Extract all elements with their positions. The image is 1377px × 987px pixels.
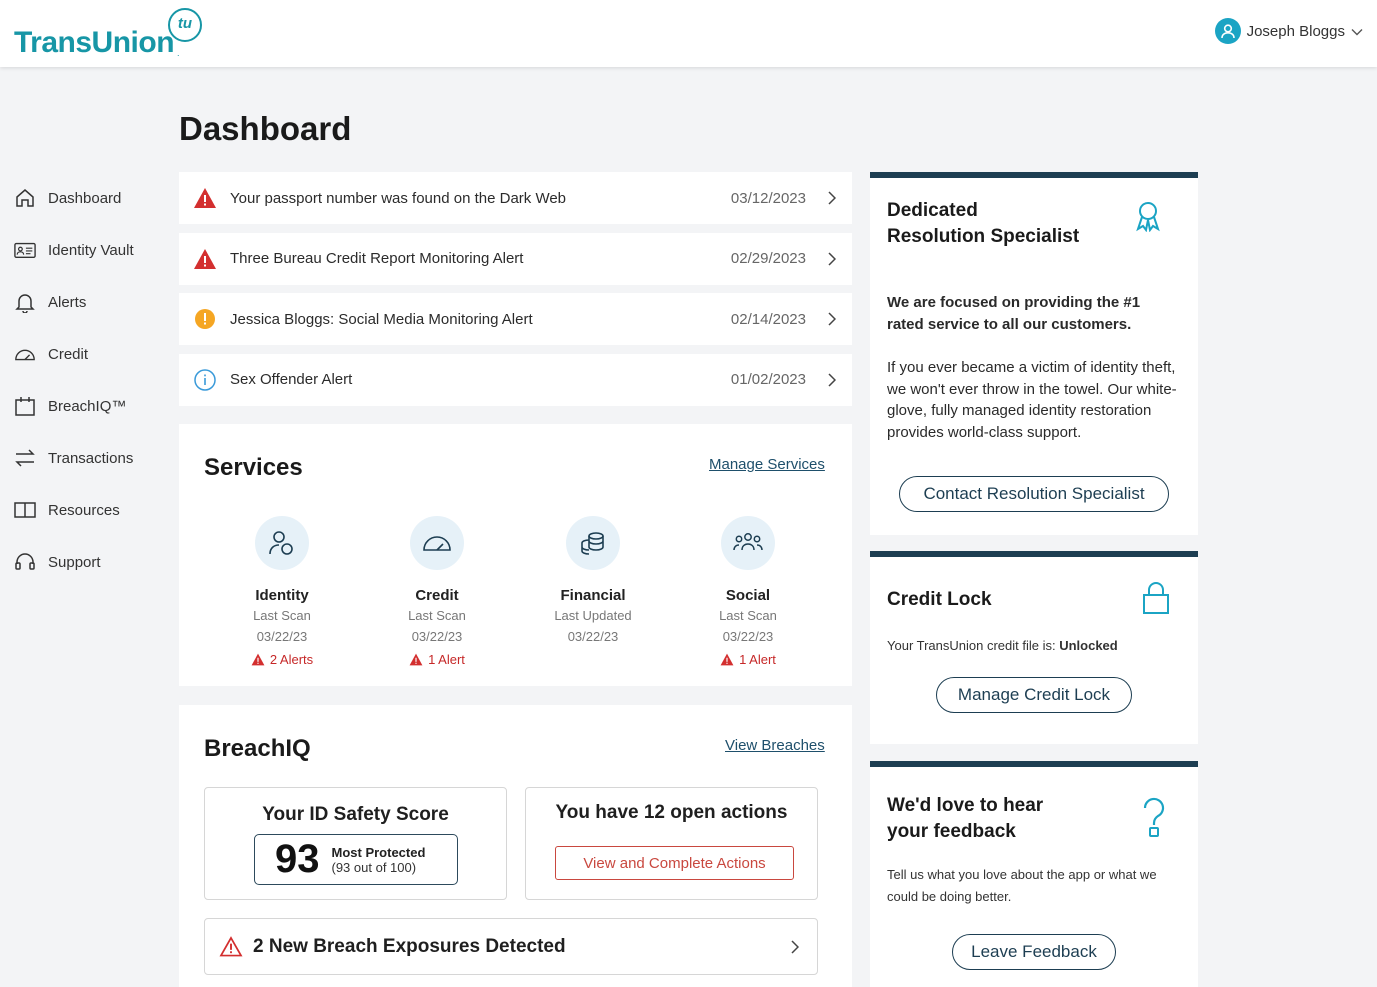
question-mark-icon xyxy=(1140,797,1168,839)
alert-date: 02/29/2023 xyxy=(730,250,806,267)
chevron-right-icon xyxy=(828,312,838,326)
service-sub: Last Scan xyxy=(253,608,311,623)
chevron-right-icon xyxy=(828,373,838,387)
bell-icon xyxy=(14,291,36,313)
sidebar-item-label: Dashboard xyxy=(48,189,122,207)
group-icon xyxy=(721,516,775,570)
service-credit[interactable] xyxy=(362,516,512,667)
feedback-title-line1: We'd love to hear xyxy=(887,795,1044,816)
sidebar-item-transactions[interactable] xyxy=(14,432,174,484)
service-alert-text: 1 Alert xyxy=(428,652,465,667)
breachiq-title: BreachIQ xyxy=(204,735,311,762)
feedback-body-text: Tell us what you love about the app or what we could be doing better. xyxy=(887,867,1157,904)
id-card-icon xyxy=(14,239,36,261)
service-name: Financial xyxy=(560,587,626,604)
warning-triangle-icon xyxy=(193,247,217,271)
open-actions-box xyxy=(525,787,818,900)
services-title: Services xyxy=(204,454,303,481)
sidebar-item-credit[interactable] xyxy=(14,328,174,380)
alert-text: Jessica Bloggs: Social Media Monitoring Alert xyxy=(230,310,533,328)
breach-exposures-row[interactable] xyxy=(204,918,818,975)
warning-triangle-icon xyxy=(251,653,265,666)
book-icon xyxy=(14,499,36,521)
service-sub: Last Updated xyxy=(554,608,632,623)
chevron-right-icon xyxy=(828,252,838,266)
service-date: 03/22/23 xyxy=(722,629,774,644)
gauge-icon xyxy=(410,516,464,570)
warning-triangle-icon xyxy=(409,653,423,666)
chevron-right-icon xyxy=(791,940,801,954)
top-bar xyxy=(0,0,1377,67)
specialist-title xyxy=(887,198,1079,250)
sidebar-item-support[interactable] xyxy=(14,536,174,588)
identity-icon xyxy=(255,516,309,570)
feedback-title xyxy=(887,793,1043,845)
breachiq-card xyxy=(179,705,852,987)
score-title: Your ID Safety Score xyxy=(262,804,449,825)
service-alert[interactable] xyxy=(673,652,823,667)
sidebar-item-label: Identity Vault xyxy=(48,241,134,259)
score-display xyxy=(254,834,458,885)
feedback-title-line2: your feedback xyxy=(887,821,1016,842)
alert-text: Your passport number was found on the Dark Web xyxy=(230,189,567,207)
credit-lock-status-prefix: Your TransUnion credit file is: xyxy=(887,638,1060,653)
calendar-icon xyxy=(14,395,36,417)
credit-lock-status-value: Unlocked xyxy=(1059,638,1118,653)
alert-row[interactable] xyxy=(179,233,852,285)
service-financial[interactable] xyxy=(518,516,668,644)
sidebar-nav xyxy=(14,172,174,588)
sidebar-item-label: Credit xyxy=(48,345,89,363)
headset-icon xyxy=(14,551,36,573)
specialist-body-text: If you ever became a victim of identity theft, we won't ever throw in the towel. Our white-glove, fully managed identity restoration provides world-class support. xyxy=(887,359,1177,441)
page-title: Dashboard xyxy=(179,110,352,147)
service-name: Identity xyxy=(255,587,309,604)
service-identity[interactable] xyxy=(207,516,357,667)
sidebar-item-resources[interactable] xyxy=(14,484,174,536)
specialist-title-line1: Dedicated xyxy=(887,200,978,221)
warning-triangle-outline-icon xyxy=(219,936,243,957)
services-card xyxy=(179,424,852,686)
alert-row[interactable] xyxy=(179,293,852,345)
alert-date: 01/02/2023 xyxy=(730,371,806,388)
sidebar-item-dashboard[interactable] xyxy=(14,172,174,224)
alert-row[interactable] xyxy=(179,354,852,406)
award-ribbon-icon xyxy=(1134,200,1162,232)
service-sub: Last Scan xyxy=(408,608,466,623)
transunion-logo[interactable] xyxy=(14,8,214,62)
specialist-card xyxy=(870,172,1198,535)
score-value: 93 xyxy=(275,837,320,881)
service-name: Credit xyxy=(415,587,459,604)
home-icon xyxy=(14,187,36,209)
score-level: Most Protected xyxy=(331,844,426,860)
sidebar-item-breachiq[interactable] xyxy=(14,380,174,432)
alert-date: 02/14/2023 xyxy=(730,310,806,328)
contact-resolution-specialist-button[interactable]: Contact Resolution Specialist xyxy=(899,476,1169,512)
coins-icon xyxy=(566,516,620,570)
sidebar-item-label: BreachIQ™ xyxy=(48,397,127,415)
service-name: Social xyxy=(725,587,771,604)
view-complete-actions-button[interactable]: View and Complete Actions xyxy=(555,846,794,880)
info-circle-icon xyxy=(193,368,217,392)
service-date: 03/22/23 xyxy=(256,629,308,644)
service-date: 03/22/23 xyxy=(411,629,463,644)
alerts-list xyxy=(179,172,852,414)
service-social[interactable] xyxy=(673,516,823,667)
id-safety-score-box xyxy=(204,787,507,900)
logo-mark: tu xyxy=(168,8,202,42)
arrows-icon xyxy=(14,447,36,469)
sidebar-item-alerts[interactable] xyxy=(14,276,174,328)
chevron-right-icon xyxy=(828,191,838,205)
service-sub: Last Scan xyxy=(719,608,777,623)
service-alert-text: 2 Alerts xyxy=(269,652,314,667)
exposure-text: 2 New Breach Exposures Detected xyxy=(253,935,566,957)
user-avatar-icon xyxy=(1215,18,1241,44)
alert-text: Sex Offender Alert xyxy=(230,371,353,388)
sidebar-item-label: Support xyxy=(48,553,101,571)
credit-lock-card xyxy=(870,551,1198,744)
user-name: Joseph Bloggs xyxy=(1246,22,1345,40)
score-label xyxy=(332,845,426,875)
manage-credit-lock-button[interactable]: Manage Credit Lock xyxy=(936,677,1132,713)
service-alert[interactable] xyxy=(207,652,357,667)
gauge-icon xyxy=(14,343,36,365)
alert-text: Three Bureau Credit Report Monitoring Alert xyxy=(230,250,524,267)
service-alert[interactable] xyxy=(362,652,512,667)
sidebar-item-label: Alerts xyxy=(48,293,87,311)
sidebar-item-identity-vault[interactable] xyxy=(14,224,174,276)
chevron-down-icon xyxy=(1351,23,1363,40)
specialist-bold-text: We are focused on providing the #1 rated service to all our customers. xyxy=(887,294,1141,333)
credit-lock-status xyxy=(887,635,1118,657)
lock-icon xyxy=(1142,581,1170,615)
credit-lock-title: Credit Lock xyxy=(887,589,992,610)
logo-dot: . xyxy=(177,48,180,58)
warning-triangle-icon xyxy=(720,653,734,666)
warning-circle-icon xyxy=(193,307,217,331)
service-alert-text: 1 Alert xyxy=(739,652,776,667)
sidebar-item-label: Transactions xyxy=(48,449,134,467)
manage-services-link[interactable]: Manage Services xyxy=(709,456,825,473)
view-breaches-link[interactable]: View Breaches xyxy=(725,737,825,754)
logo-text: TransUnion xyxy=(14,26,175,59)
alert-date: 03/12/2023 xyxy=(730,189,806,207)
service-date: 03/22/23 xyxy=(567,629,619,644)
leave-feedback-button[interactable]: Leave Feedback xyxy=(952,934,1116,970)
alert-row[interactable] xyxy=(179,172,852,224)
score-detail: (93 out of 100) xyxy=(331,859,417,875)
feedback-card xyxy=(870,761,1198,987)
actions-title: You have 12 open actions xyxy=(555,802,788,823)
sidebar-item-label: Resources xyxy=(48,501,120,519)
specialist-title-line2: Resolution Specialist xyxy=(887,226,1080,247)
user-menu[interactable] xyxy=(1215,18,1363,44)
warning-triangle-icon xyxy=(193,186,217,210)
